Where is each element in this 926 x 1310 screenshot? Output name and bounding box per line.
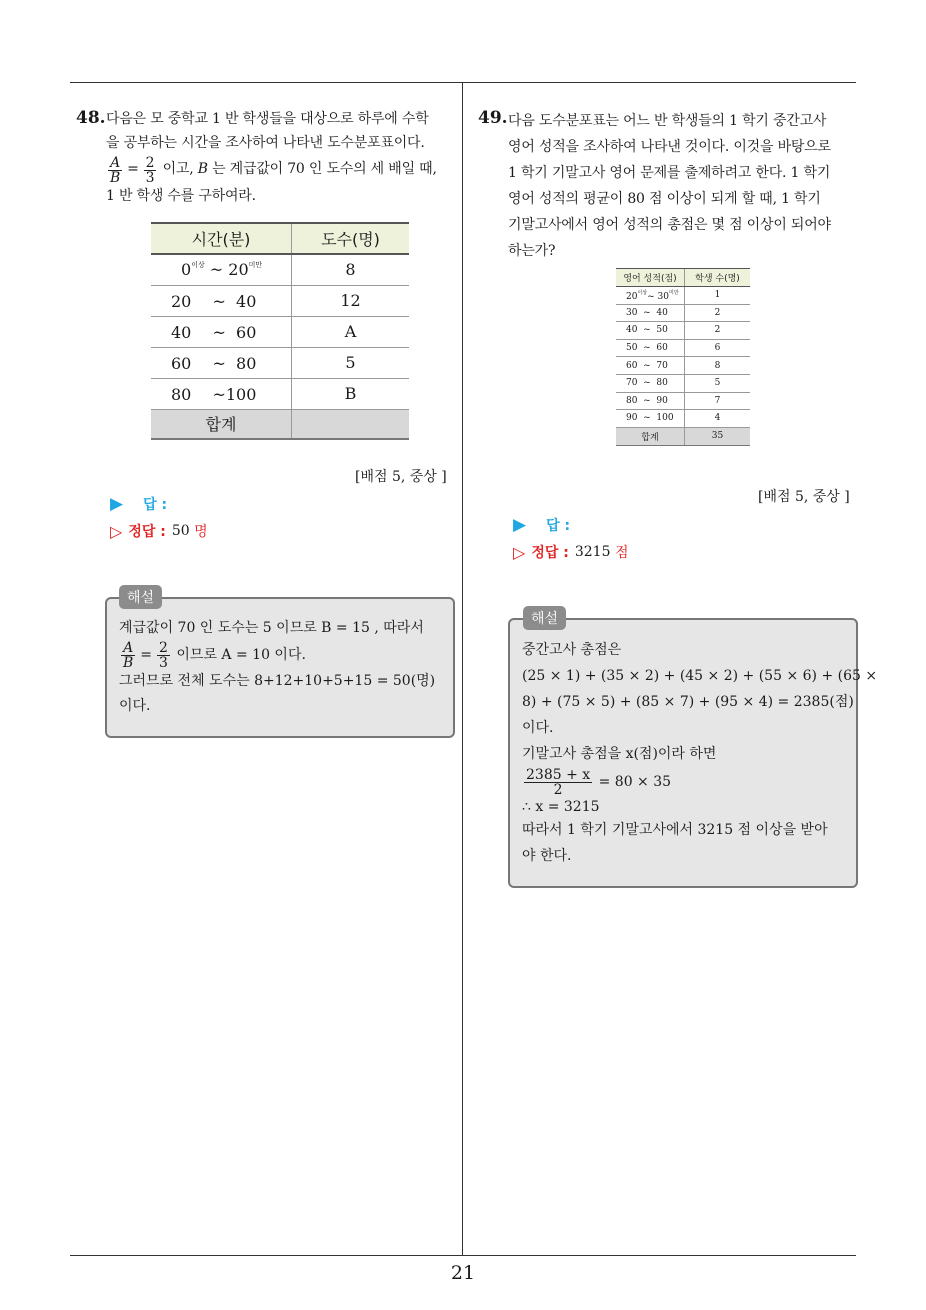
outline-triangle-icon: ▷ bbox=[513, 542, 526, 562]
table-row: 90 ~ 100 4 bbox=[616, 410, 750, 428]
q48-fraction-23: $\frac{2}{3}$ bbox=[145, 154, 155, 186]
table-row: 80 ~ 90 7 bbox=[616, 392, 750, 410]
table-row: 60 ~ 80 5 bbox=[151, 347, 409, 378]
q48-fraction-ab: $\frac{A}{B}$ bbox=[110, 154, 121, 186]
q48-number: 48. bbox=[76, 108, 106, 128]
q48-header-time: 시간(분) bbox=[151, 223, 292, 254]
q49-score: [배점 5, 중상 ] bbox=[758, 489, 850, 505]
top-rule bbox=[70, 82, 856, 83]
q49-correct-answer-line: ▷ 정답 : 3215 점 bbox=[513, 542, 629, 562]
q48-frequency-table bbox=[151, 222, 409, 440]
q48-correct-answer-line: ▷ 정답 : 50 명 bbox=[110, 521, 208, 541]
q48-answer-line: ▶ 답 : bbox=[110, 494, 168, 514]
table-row: 70 ~ 80 5 bbox=[616, 374, 750, 392]
page-number: 21 bbox=[450, 1262, 476, 1284]
q48-text bbox=[106, 108, 456, 209]
outline-triangle-icon: ▷ bbox=[110, 521, 123, 541]
q48-header-freq: 도수(명) bbox=[292, 223, 410, 254]
q48-explanation-tab: 해설 bbox=[119, 585, 162, 609]
q48-line4: 1 반 학생 수를 구하여라. bbox=[106, 188, 256, 204]
table-total-row: 합계 bbox=[151, 409, 409, 439]
play-triangle-icon: ▶ bbox=[513, 515, 527, 535]
column-divider bbox=[462, 82, 463, 1256]
table-row: 40 ~ 60 A bbox=[151, 316, 409, 347]
q49-number: 49. bbox=[478, 108, 508, 128]
table-row: $0^{이상}$ ~ $20^{미만}$ 8 bbox=[151, 254, 409, 285]
q49-text: 다음 도수분포표는 어느 반 학생들의 1 학기 중간고사 영어 성적을 조사하여 나타낸 것이다. 이것을 바탕으로 1 학기 기말고사 영어 문제를 출제하려고 한다. 1 학기 영어 성적의 평균이 80 점 이상이 되게 할 때, 1 학기 기말고사에서 영어 성적의 총점은 몇 점 이상이 되어야 하는가? bbox=[508, 113, 831, 259]
q48-score: [배점 5, 중상 ] bbox=[355, 469, 447, 485]
q48-explanation-text: 계급값이 70 인 도수는 5 이므로 B = 15 , 따라서 $\frac{A}{B}$ = $\frac{2}{3}$ 이므로 A = 10 이다. 그러므로 전체 도수는 8+12+10+5+15 = 50(명) 이다. bbox=[119, 620, 436, 714]
q48-line2: 을 공부하는 시간을 조사하여 나타낸 도수분포표이다. bbox=[106, 134, 425, 151]
play-triangle-icon: ▶ bbox=[110, 494, 124, 514]
table-row: 20 ~ 40 12 bbox=[151, 285, 409, 316]
q48-line3: $\frac{A}{B}$ = $\frac{2}{3}$ 이고, B 는 계급값이 70 인 도수의 세 배일 때, bbox=[110, 154, 437, 186]
q48-line1: 다음은 모 중학교 1 반 학생들을 대상으로 하루에 수학 bbox=[106, 111, 429, 127]
q49-frequency-table: 영어 성적(점) 학생 수(명) $20^{이상}\sim$ $30^{미만}$ 1 30 ~ 40 2 40 ~ 50 2 50 ~ 60 6 60 ~ 70 8 70 ~ 80 5 80 ~ 90 7 90 ~ 100 4 합계 35 bbox=[616, 268, 750, 446]
table-total-row: 합계 35 bbox=[616, 427, 750, 445]
table-row: 60 ~ 70 8 bbox=[616, 357, 750, 375]
q49-answer-line: ▶ 답 : bbox=[513, 515, 571, 535]
table-row: 50 ~ 60 6 bbox=[616, 339, 750, 357]
table-row: $20^{이상}\sim$ $30^{미만}$ 1 bbox=[616, 287, 750, 305]
table-row: 80 ~100 B bbox=[151, 378, 409, 409]
bottom-rule bbox=[70, 1255, 856, 1256]
q49-explanation-tab: 해설 bbox=[523, 606, 566, 630]
q49-explanation-text: 중간고사 총점은 (25 × 1) + (35 × 2) + (45 × 2) + (55 × 6) + (65 × 8) + (75 × 5) + (85 × 7) + (95 × 4) = 2385(점) 이다. 기말고사 총점을 x(점)이라 하면 $\frac{2385 + x}{2}$ = 80 × 35 ∴ x = 3215 따라서 1 학기 기말고사에서 3215 점 이상을 받아 야 한다. bbox=[522, 642, 878, 864]
table-row: 30 ~ 40 2 bbox=[616, 304, 750, 322]
table-row: 40 ~ 50 2 bbox=[616, 322, 750, 340]
